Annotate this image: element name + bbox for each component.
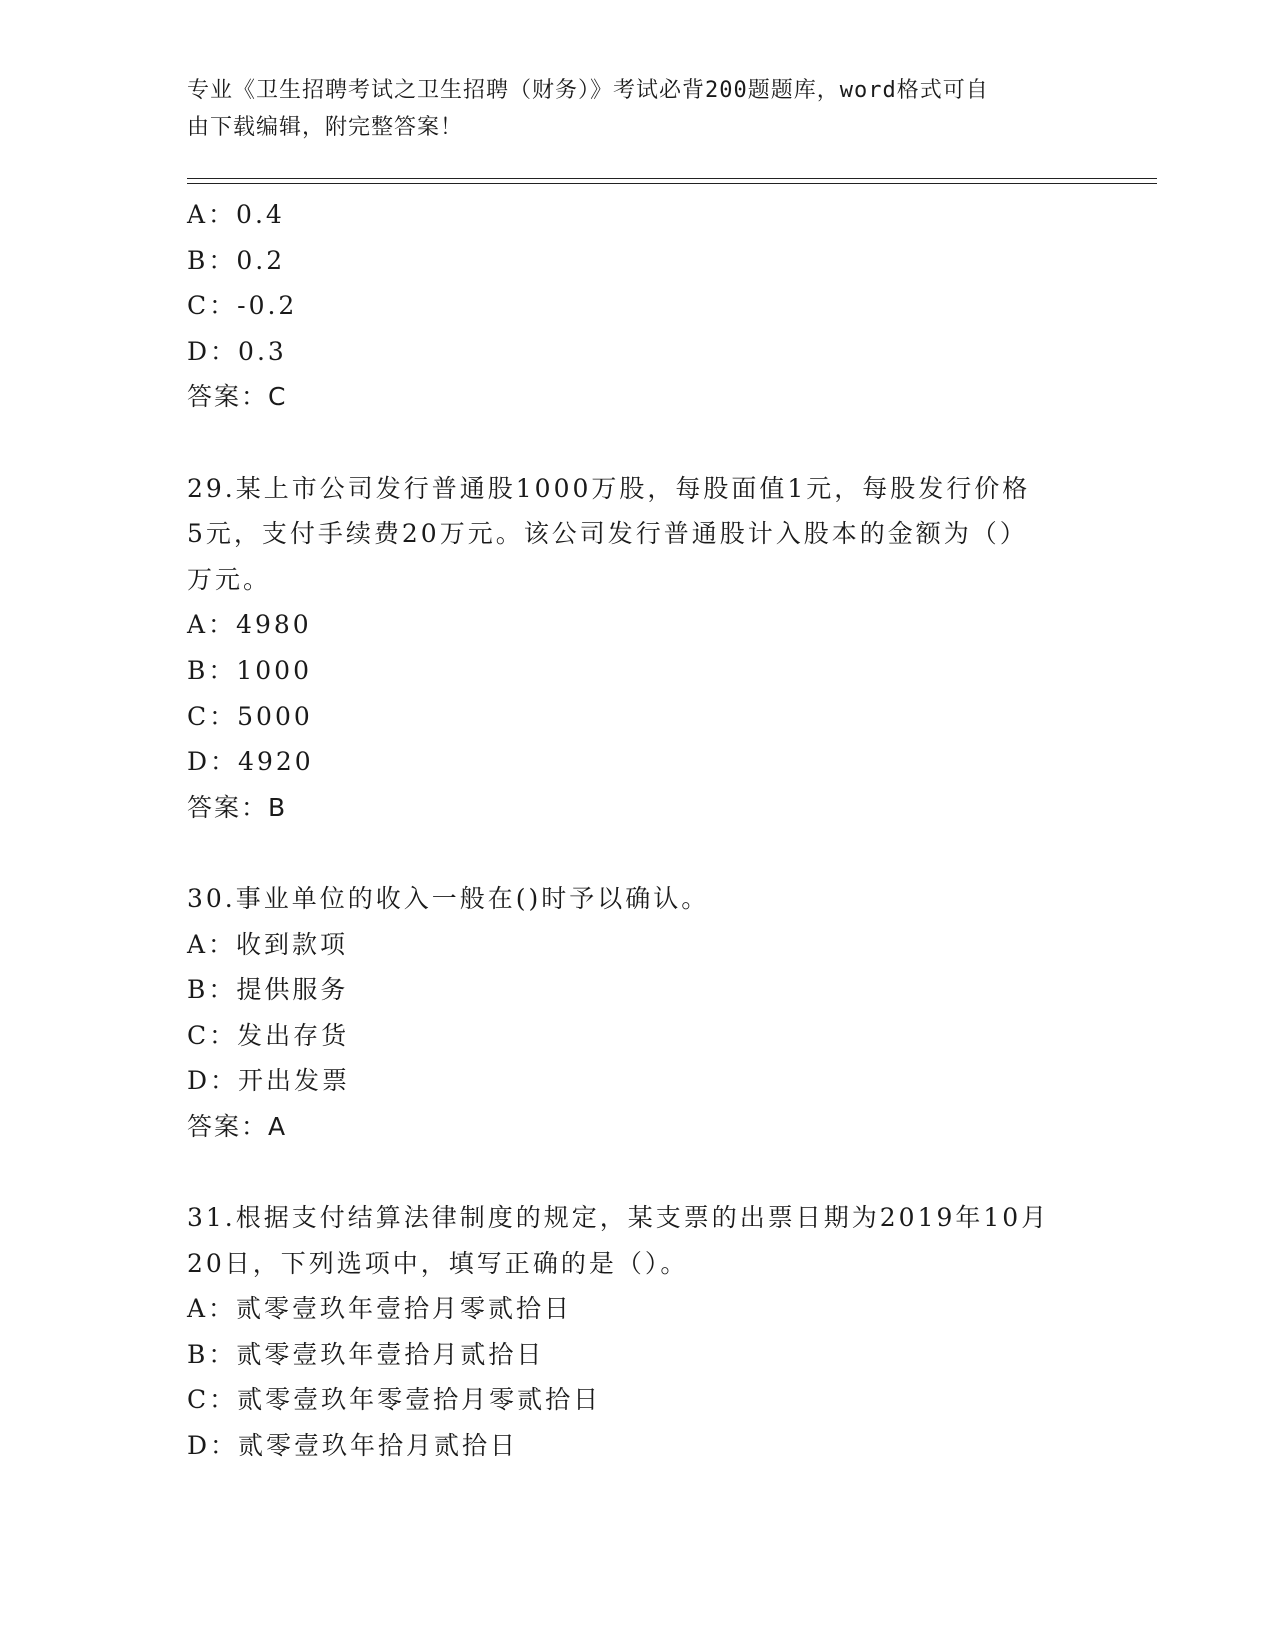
option-d: D：4920 bbox=[187, 747, 314, 777]
option-c: C：贰零壹玖年零壹拾月零贰拾日 bbox=[187, 1385, 602, 1415]
question-stem-line: 29.某上市公司发行普通股1000万股，每股面值1元，每股发行价格 bbox=[187, 473, 1031, 503]
option-b: B：0.2 bbox=[187, 245, 286, 275]
answer: 答案：B bbox=[187, 792, 288, 822]
question-30 bbox=[187, 876, 1087, 1150]
question-list bbox=[187, 192, 1087, 1469]
question-stem-line: 万元。 bbox=[187, 564, 272, 594]
question-stem-line: 31.根据支付结算法律制度的规定，某支票的出票日期为2019年10月 bbox=[187, 1203, 1050, 1233]
option-d: D：开出发票 bbox=[187, 1066, 351, 1096]
option-d: D：贰零壹玖年拾月贰拾日 bbox=[187, 1431, 519, 1461]
option-c: C：-0.2 bbox=[187, 291, 298, 321]
question-stem-line: 20日，下列选项中，填写正确的是（）。 bbox=[187, 1248, 689, 1278]
option-a: A：0.4 bbox=[187, 200, 285, 229]
spacer bbox=[187, 1149, 1087, 1195]
option-a: A：收到款项 bbox=[187, 929, 349, 959]
option-c: C：发出存货 bbox=[187, 1020, 350, 1050]
header-divider-top bbox=[187, 178, 1157, 179]
header-divider-bottom bbox=[187, 183, 1157, 184]
option-b: B：贰零壹玖年壹拾月贰拾日 bbox=[187, 1339, 545, 1369]
document-header bbox=[187, 72, 1067, 146]
header-line-2: 由下载编辑，附完整答案！ bbox=[187, 115, 464, 140]
question-29 bbox=[187, 466, 1087, 831]
option-b: B：1000 bbox=[187, 655, 312, 685]
answer: 答案：A bbox=[187, 1111, 288, 1141]
option-d: D：0.3 bbox=[187, 336, 287, 366]
question-stem-line: 30.事业单位的收入一般在()时予以确认。 bbox=[187, 883, 710, 913]
header-line-1: 专业《卫生招聘考试之卫生招聘（财务）》考试必背200题题库，word格式可自 bbox=[187, 78, 989, 103]
spacer bbox=[187, 830, 1087, 876]
answer: 答案：C bbox=[187, 382, 288, 412]
question-28 bbox=[187, 192, 1087, 420]
spacer bbox=[187, 420, 1087, 466]
question-stem-line: 5元，支付手续费20万元。该公司发行普通股计入股本的金额为（） bbox=[187, 519, 1028, 549]
option-c: C：5000 bbox=[187, 701, 313, 731]
option-a: A：4980 bbox=[187, 610, 312, 640]
option-a: A：贰零壹玖年壹拾月零贰拾日 bbox=[187, 1294, 573, 1324]
option-b: B：提供服务 bbox=[187, 975, 349, 1005]
question-31 bbox=[187, 1195, 1087, 1469]
